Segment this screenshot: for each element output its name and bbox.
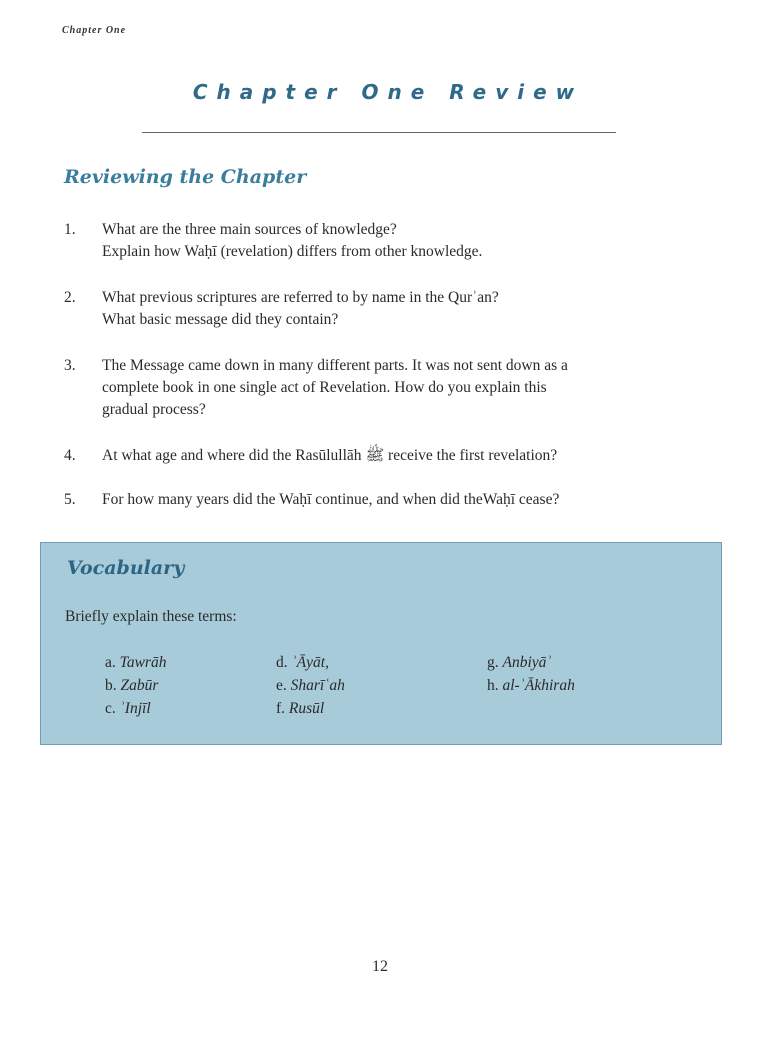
question-line: gradual process? bbox=[102, 401, 206, 418]
vocabulary-term bbox=[487, 654, 552, 672]
term-word: Anbiyāʾ bbox=[502, 654, 552, 671]
vocabulary-term bbox=[276, 677, 345, 695]
question-line: For how many years did the Waḥī continue, and when did theWaḥī cease? bbox=[102, 491, 560, 508]
question-2 bbox=[64, 287, 704, 331]
vocabulary-term bbox=[105, 654, 166, 672]
question-4 bbox=[64, 445, 704, 467]
question-line: The Message came down in many different parts. It was not sent down as a bbox=[102, 357, 568, 374]
term-letter: d. bbox=[276, 654, 288, 671]
term-letter: c. bbox=[105, 700, 116, 717]
question-number: 4. bbox=[64, 447, 76, 464]
question-line: What are the three main sources of knowledge? bbox=[102, 221, 397, 238]
vocabulary-term bbox=[276, 654, 329, 672]
question-3 bbox=[64, 355, 704, 421]
vocabulary-term bbox=[276, 700, 324, 718]
question-line: Explain how Waḥī (revelation) differs from other knowledge. bbox=[102, 243, 483, 260]
term-letter: b. bbox=[105, 677, 117, 694]
page-number: 12 bbox=[372, 958, 388, 975]
question-5 bbox=[64, 489, 704, 511]
question-number: 1. bbox=[64, 221, 76, 238]
vocabulary-term bbox=[487, 677, 575, 695]
title-rule bbox=[142, 132, 616, 133]
question-line: At what age and where did the Rasūlullāh ﷺ receive the first revelation? bbox=[102, 447, 558, 464]
term-word: Tawrāh bbox=[119, 654, 167, 671]
running-head: Chapter One bbox=[62, 25, 127, 36]
question-line: What basic message did they contain? bbox=[102, 311, 339, 328]
term-word: Zabūr bbox=[120, 677, 159, 694]
term-word: ʾInjīl bbox=[119, 700, 151, 717]
term-letter: a. bbox=[105, 654, 116, 671]
vocabulary-instruction: Briefly explain these terms: bbox=[65, 608, 237, 625]
question-list bbox=[64, 219, 704, 511]
question-1 bbox=[64, 219, 704, 263]
term-letter: g. bbox=[487, 654, 499, 671]
chapter-title: Chapter One Review bbox=[192, 80, 584, 104]
vocabulary-term bbox=[105, 677, 158, 695]
question-number: 5. bbox=[64, 491, 76, 508]
vocabulary-heading: Vocabulary bbox=[67, 557, 185, 579]
term-word: Sharīʿah bbox=[290, 677, 345, 694]
term-word: al-ʾĀkhirah bbox=[502, 677, 575, 694]
term-letter: f. bbox=[276, 700, 286, 717]
question-number: 3. bbox=[64, 357, 76, 374]
term-word: ʾĀyāt, bbox=[291, 654, 329, 671]
question-number: 2. bbox=[64, 289, 76, 306]
question-line: complete book in one single act of Revelation. How do you explain this bbox=[102, 379, 547, 396]
section-heading: Reviewing the Chapter bbox=[64, 166, 307, 188]
question-line: What previous scriptures are referred to by name in the Qurʾan? bbox=[102, 289, 499, 306]
term-letter: h. bbox=[487, 677, 499, 694]
vocabulary-box bbox=[40, 542, 722, 745]
term-letter: e. bbox=[276, 677, 287, 694]
term-word: Rusūl bbox=[288, 700, 325, 717]
vocabulary-term bbox=[105, 700, 151, 718]
